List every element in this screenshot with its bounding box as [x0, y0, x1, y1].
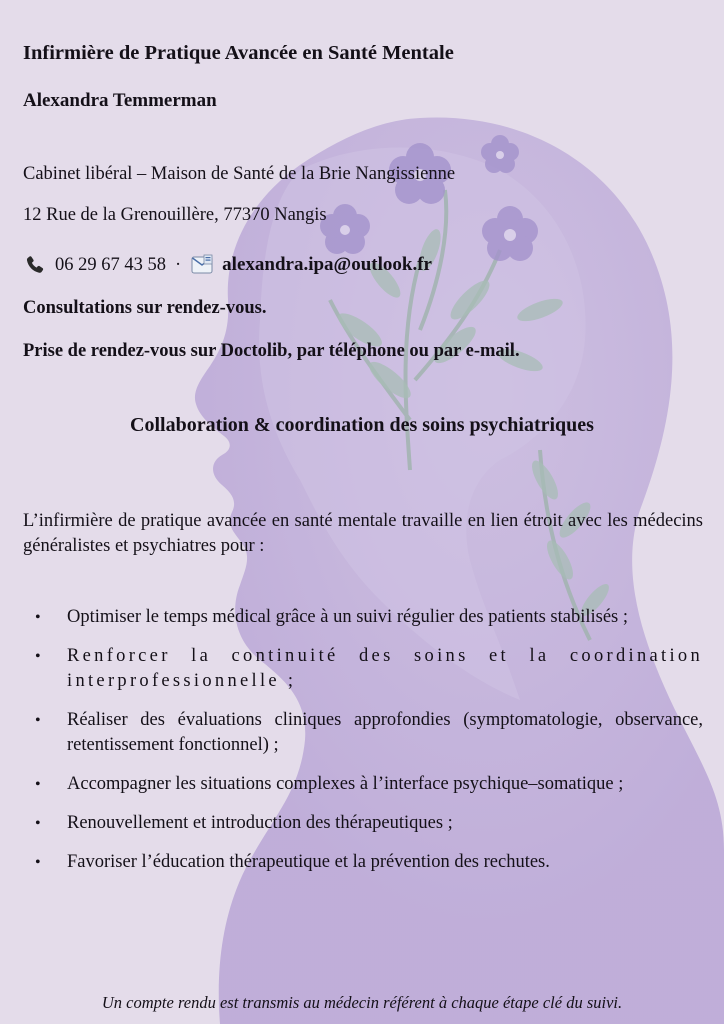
phone-icon — [23, 253, 47, 277]
bullet-glyph: • — [35, 609, 41, 626]
email-link[interactable]: alexandra.ipa@outlook.fr — [222, 254, 432, 275]
bullet-glyph: • — [35, 776, 41, 793]
intro-paragraph: L’infirmière de pratique avancée en santé mentale travaille en lien étroit avec les médecins généralistes et psychiatres pour : — [23, 511, 703, 556]
footer-note: Un compte rendu est transmis au médecin référent à chaque étape clé du suivi. — [101, 993, 623, 1012]
list-item: • Réaliser des évaluations cliniques approfondies (symptomatologie, observance, retentissement fonctionnel) ; — [35, 710, 703, 755]
list-item: • Renouvellement et introduction des thérapeutiques ; — [23, 811, 703, 836]
list-item: • Accompagner les situations complexes à l’interface psychique–somatique ; — [23, 772, 703, 797]
separator: · — [175, 254, 182, 275]
consultation-note: Consultations sur rendez-vous. — [23, 298, 267, 318]
bullet-glyph: • — [35, 712, 41, 729]
bullet-list — [23, 605, 703, 889]
contact-line — [23, 253, 432, 277]
street-address: 12 Rue de la Grenouillère, 77370 Nangis — [23, 205, 327, 225]
bullet-glyph: • — [35, 854, 41, 871]
page-title: Infirmière de Pratique Avancée en Santé Mentale — [23, 42, 454, 64]
list-item: • Favoriser l’éducation thérapeutique et la prévention des rechutes. — [23, 850, 703, 875]
booking-note: Prise de rendez-vous sur Doctolib, par téléphone ou par e-mail. — [23, 341, 520, 361]
phone-number[interactable]: 06 29 67 43 58 — [55, 254, 166, 275]
bullet-glyph: • — [35, 815, 41, 832]
envelope-icon — [190, 253, 214, 277]
practitioner-name: Alexandra Temmerman — [23, 90, 217, 111]
bullet-glyph: • — [35, 648, 44, 665]
list-item: • Optimiser le temps médical grâce à un suivi régulier des patients stabilisés ; — [23, 605, 703, 630]
list-item: • Renforcer la continuité des soins et la coordination interprofessionnelle ; — [35, 646, 703, 691]
section-heading: Collaboration & coordination des soins psychiatriques — [130, 414, 594, 436]
practice-name: Cabinet libéral – Maison de Santé de la Brie Nangissienne — [23, 164, 456, 184]
